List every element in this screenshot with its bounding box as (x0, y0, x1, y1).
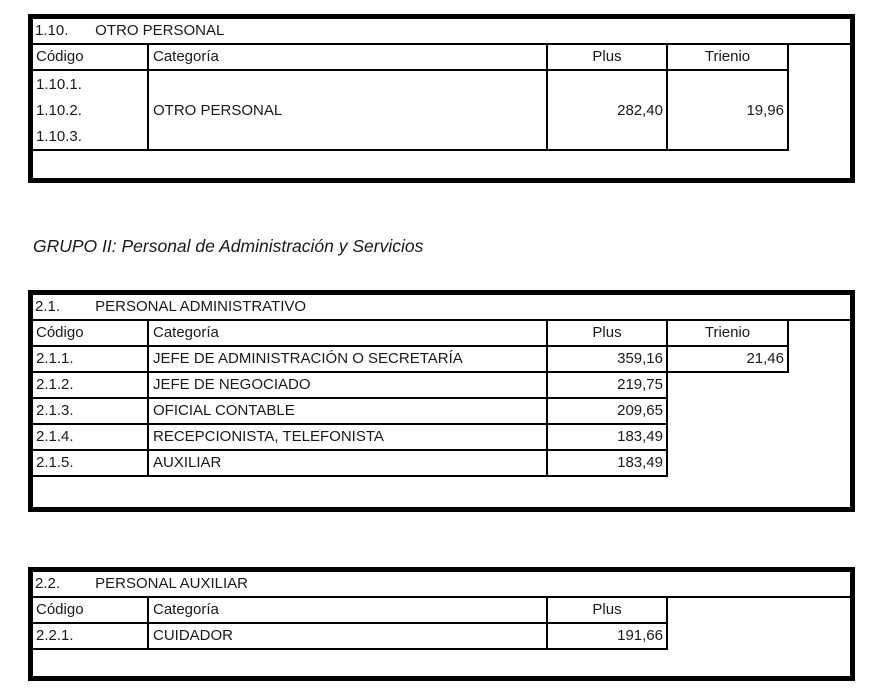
cell-codigo: 2.1.1. (33, 347, 149, 373)
header-plus: Plus (548, 598, 668, 624)
cell-plus: 209,65 (548, 399, 668, 425)
header-categoria: Categoría (149, 598, 548, 624)
cell-filler (789, 347, 850, 373)
cell-codigo: 2.1.5. (33, 451, 149, 477)
cell-plus: 191,66 (548, 624, 668, 650)
cell-filler (668, 624, 850, 650)
cell-plus: 282,40 (548, 71, 668, 151)
table-row (33, 425, 850, 451)
empty-row (33, 650, 850, 676)
cell-filler (668, 451, 850, 477)
header-filler (789, 45, 850, 71)
table-header-row (33, 321, 850, 347)
cell-codigo (33, 71, 149, 151)
header-trienio: Trienio (668, 45, 789, 71)
cell-filler (789, 71, 850, 151)
table-personal-administrativo (28, 290, 855, 512)
cell-categoria: JEFE DE ADMINISTRACIÓN O SECRETARÍA (149, 347, 548, 373)
section-title: PERSONAL AUXILIAR (95, 575, 249, 592)
table-row (33, 71, 850, 151)
codigo-line: 1.10.2. (36, 102, 82, 119)
table-title-row (33, 572, 850, 598)
cell-categoria: RECEPCIONISTA, TELEFONISTA (149, 425, 548, 451)
table-row (33, 451, 850, 477)
cell-codigo: 2.1.4. (33, 425, 149, 451)
cell-categoria: OFICIAL CONTABLE (149, 399, 548, 425)
header-plus: Plus (548, 45, 668, 71)
cell-plus: 219,75 (548, 373, 668, 399)
cell-categoria: JEFE DE NEGOCIADO (149, 373, 548, 399)
header-filler (789, 321, 850, 347)
codigo-line: 1.10.3. (36, 128, 82, 145)
cell-categoria: CUIDADOR (149, 624, 548, 650)
table-row (33, 624, 850, 650)
cell-codigo: 2.2.1. (33, 624, 149, 650)
cell-filler (668, 425, 850, 451)
empty-row (33, 477, 850, 507)
cell-trienio: 19,96 (668, 71, 789, 151)
cell-codigo: 2.1.2. (33, 373, 149, 399)
section-number: 2.2. (35, 575, 61, 592)
cell-trienio: 21,46 (668, 347, 789, 373)
table-header-row (33, 45, 850, 71)
empty-row (33, 151, 850, 178)
cell-filler (668, 373, 850, 399)
table-otro-personal (28, 14, 855, 183)
table-title-row (33, 19, 850, 45)
section-title: OTRO PERSONAL (95, 22, 225, 39)
table-header-row (33, 598, 850, 624)
cell-categoria: AUXILIAR (149, 451, 548, 477)
table-row (33, 347, 850, 373)
cell-plus: 183,49 (548, 451, 668, 477)
table-personal-auxiliar (28, 567, 855, 681)
cell-plus: 183,49 (548, 425, 668, 451)
table-title-row (33, 295, 850, 321)
header-categoria: Categoría (149, 45, 548, 71)
cell-categoria: OTRO PERSONAL (149, 71, 548, 151)
section-number: 1.10. (35, 22, 69, 39)
section-number: 2.1. (35, 298, 61, 315)
header-codigo: Código (33, 45, 149, 71)
group-heading: GRUPO II: Personal de Administración y Servicios (33, 236, 424, 256)
table-row (33, 373, 850, 399)
cell-codigo: 2.1.3. (33, 399, 149, 425)
table-row (33, 399, 850, 425)
header-trienio: Trienio (668, 321, 789, 347)
header-filler (668, 598, 850, 624)
header-categoria: Categoría (149, 321, 548, 347)
cell-plus: 359,16 (548, 347, 668, 373)
header-codigo: Código (33, 598, 149, 624)
header-plus: Plus (548, 321, 668, 347)
cell-filler (668, 399, 850, 425)
section-title: PERSONAL ADMINISTRATIVO (95, 298, 307, 315)
codigo-line: 1.10.1. (36, 76, 82, 93)
header-codigo: Código (33, 321, 149, 347)
